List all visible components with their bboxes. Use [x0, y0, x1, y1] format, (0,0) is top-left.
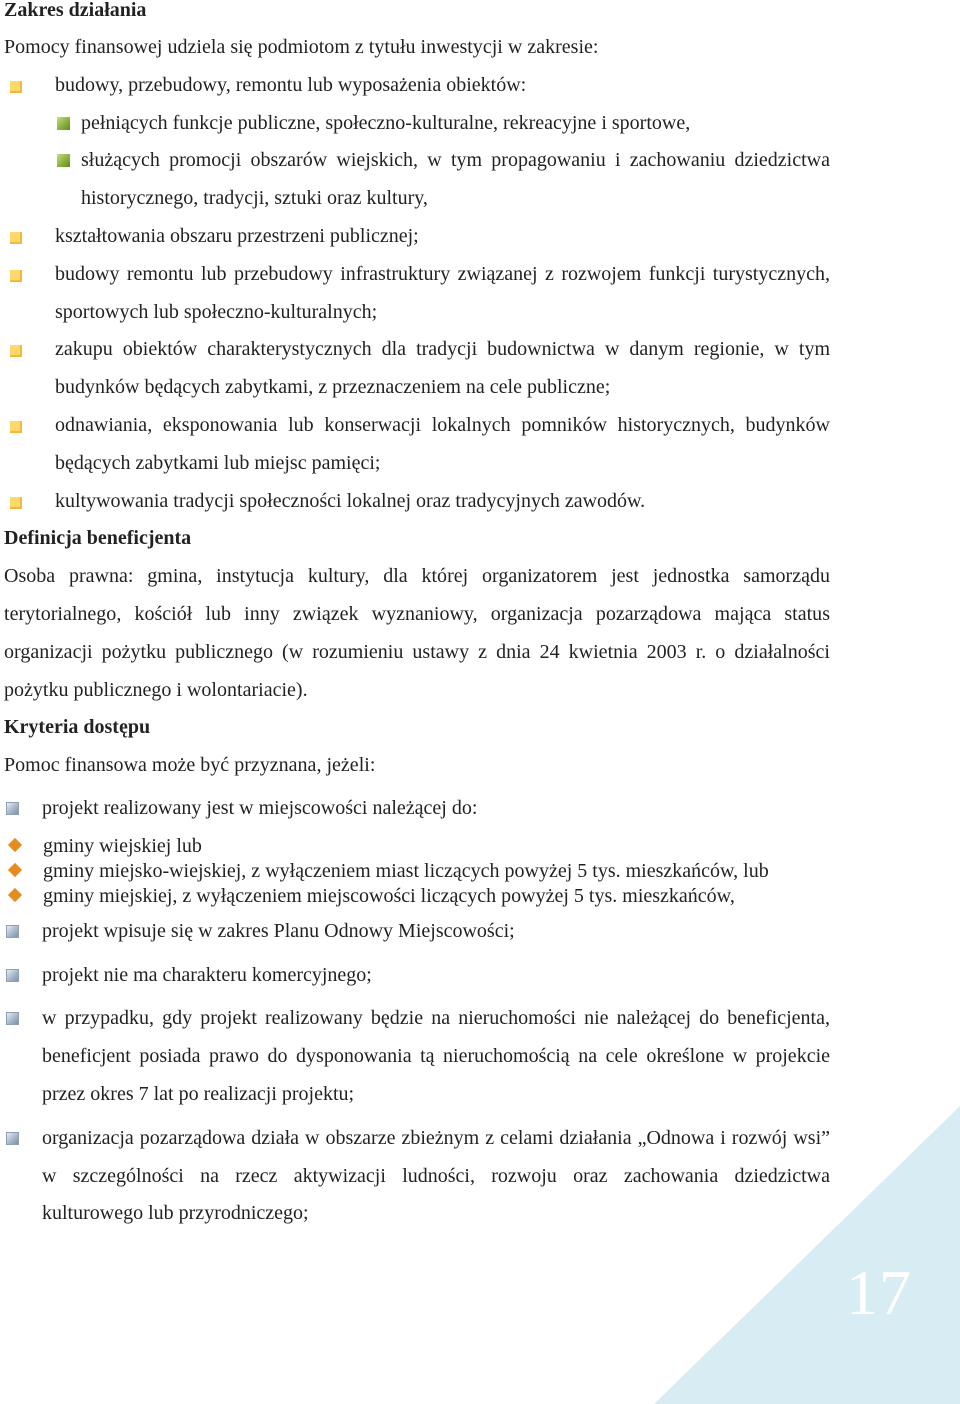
list-item: gminy miejskiej, z wyłączeniem miejscowości liczących powyżej 5 tys. mieszkańców, [0, 884, 830, 909]
list-item: budowy remontu lub przebudowy infrastruktury związanej z rozwojem funkcji turystycznych, sportowych lub społeczno-kulturalnych; [4, 256, 830, 332]
square-bullet-icon [6, 969, 19, 982]
list-item: służących promocji obszarów wiejskich, w tym propagowaniu i zachowaniu dziedzictwa historycznego, tradycji, sztuki oraz kultury, [4, 142, 830, 218]
list-item: gminy miejsko-wiejskiej, z wyłączeniem miast liczących powyżej 5 tys. mieszkańców, lub [0, 859, 830, 884]
beneficiary-definition: Osoba prawna: gmina, instytucja kultury, dla której organizatorem jest jednostka samorządu terytorialnego, kościół lub inny związek wyznaniowy, organizacja pozarządowa mająca status organizacji pożytku publicznego (w rozumieniu ustawy z dnia 24 kwietnia 2003 r. o działalności pożytku publicznego i wolontariacie). [4, 565, 830, 701]
diamond-bullet-icon [8, 888, 22, 902]
section-intro-kryteria: Pomoc finansowa może być przyznana, jeżeli: [4, 754, 376, 777]
list-item: odnawiania, eksponowania lub konserwacji lokalnych pomników historycznych, budynków będących zabytkami lub miejsc pamięci; [4, 407, 830, 483]
square-bullet-icon [10, 232, 22, 244]
list-item: gminy wiejskiej lub [0, 834, 830, 859]
square-bullet-icon [6, 925, 19, 938]
section-intro-zakres: Pomocy finansowej udziela się podmiotom z tytułu inwestycji w zakresie: [4, 36, 599, 58]
list-item: projekt realizowany jest w miejscowości należącej do: [4, 790, 830, 828]
square-bullet-icon [10, 421, 22, 433]
scope-list [4, 67, 830, 521]
criteria-list [4, 790, 830, 828]
list-item: organizacja pozarządowa działa w obszarze zbieżnym z celami działania „Odnowa i rozwój wsi” w szczególności na rzecz aktywizacji ludności, rozwoju oraz zachowania dziedzictwa kulturowego lub przyrodniczego; [4, 1120, 830, 1233]
list-item: w przypadku, gdy projekt realizowany będzie na nieruchomości nie należącej do beneficjenta, beneficjent posiada prawo do dysponowania tą nieruchomością na cele określone w projekcie przez okres 7 lat po realizacji projektu; [4, 1000, 830, 1113]
criteria-list-continued [4, 913, 830, 1233]
document-body [4, 0, 830, 1233]
square-bullet-icon [10, 345, 22, 357]
square-bullet-icon [10, 81, 22, 93]
square-bullet-icon [10, 270, 22, 282]
square-bullet-icon [6, 802, 19, 815]
list-item: projekt nie ma charakteru komercyjnego; [4, 957, 830, 995]
list-item: pełniących funkcje publiczne, społeczno-kulturalne, rekreacyjne i sportowe, [4, 105, 830, 143]
section-heading-definicja: Definicja beneficjenta [4, 527, 192, 550]
list-item: projekt wpisuje się w zakres Planu Odnowy Miejscowości; [4, 913, 830, 951]
section-heading-zakres: Zakres działania [4, 0, 147, 21]
municipality-list [0, 834, 830, 909]
page-number: 17 [846, 1257, 912, 1328]
diamond-bullet-icon [8, 863, 22, 877]
diamond-bullet-icon [8, 838, 22, 852]
square-bullet-icon [6, 1012, 19, 1025]
square-bullet-icon [10, 497, 22, 509]
section-heading-kryteria: Kryteria dostępu [4, 716, 151, 739]
list-item: zakupu obiektów charakterystycznych dla tradycji budownictwa w danym regionie, w tym budynków będących zabytkami, z przeznaczeniem na cele publiczne; [4, 331, 830, 407]
list-item: kształtowania obszaru przestrzeni publicznej; [4, 218, 830, 256]
list-item: kultywowania tradycji społeczności lokalnej oraz tradycyjnych zawodów. [4, 483, 830, 521]
square-bullet-icon [57, 154, 70, 167]
square-bullet-icon [57, 117, 70, 130]
square-bullet-icon [6, 1132, 19, 1145]
list-item: budowy, przebudowy, remontu lub wyposażenia obiektów: [4, 67, 830, 105]
